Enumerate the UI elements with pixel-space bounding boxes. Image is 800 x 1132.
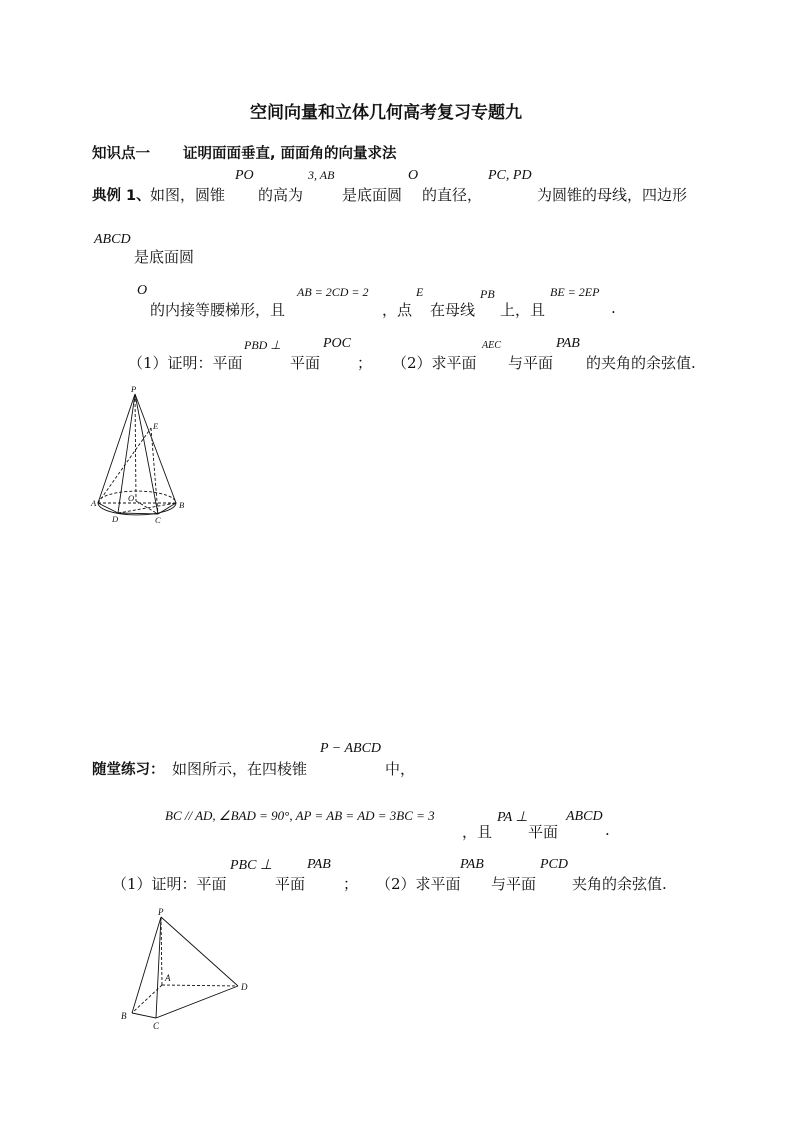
practice-question-1: （1）证明：平面 [112,875,227,893]
practice-text: 平面 [528,823,559,841]
point-label: A [165,973,171,983]
math-PC-PD: PC, PD [488,168,532,183]
point-label: A [91,498,97,508]
edge-BC [132,1013,156,1018]
math-BE-2EP: BE = 2EP [550,285,600,299]
edge-PA [161,917,162,985]
practice-text: ，且 [462,823,493,841]
point-label: P [158,907,164,917]
edge-AD [162,985,238,986]
knowledge-point-topic: 证明面面垂直, 面面角的向量求法 [183,146,397,162]
math-AEC: AEC [482,340,501,351]
math-PBD: PBD ⊥ [244,338,281,352]
example-1-text: 是底面圆 [342,186,403,204]
example-1-text: 的高为 [258,186,304,204]
math-ABCD: ABCD [566,809,603,824]
point-label: B [179,500,185,510]
question-1: （1）证明：平面 [128,354,243,372]
question-1: 平面 [290,354,321,372]
point-label: P [131,384,137,394]
example-1-text: ，点 [382,301,413,319]
question-2: 与平面 [508,354,554,372]
practice-question-2: （2）求平面 [376,875,461,893]
practice-question-2: 夹角的余弦值. [572,875,667,893]
segment-CB [158,503,176,514]
question-1: ； [357,354,373,372]
math-PO: PO [235,168,254,183]
math-PBC: PBC ⊥ [230,858,273,873]
math-AB-2CD: AB = 2CD = 2 [297,285,369,299]
point-label: D [112,514,119,524]
edge-PO [135,394,136,501]
edge-PD [161,917,238,986]
edge-PC [135,394,158,514]
practice-label: 随堂练习： [92,762,165,778]
example-1-text: 如图，圆锥 [150,186,226,204]
math-PB: PB [480,287,495,301]
point-label: D [241,982,248,992]
cone-figure [88,382,198,528]
practice-question-1: ； [343,875,359,893]
example-1-text: 在母线 [430,301,476,319]
edge-CD [156,986,238,1018]
math-P-ABCD: P − ABCD [320,741,382,756]
question-2: （2）求平面 [392,354,477,372]
point-label: O [128,493,135,503]
math-O: O [408,168,419,183]
knowledge-point-heading: 知识点一 [92,146,150,162]
example-1-text: . [611,299,616,317]
practice-question-2: 与平面 [491,875,537,893]
math-PA: PA ⊥ [497,810,528,825]
segment-EC [151,428,158,514]
math-PAB: PAB [460,857,484,872]
math-POC: POC [323,336,351,351]
point-label: C [153,1021,160,1031]
practice-text: 中， [385,760,416,778]
practice-text: 如图所示，在四棱锥 [172,760,308,778]
math-PAB: PAB [556,336,580,351]
example-1-text: 上，且 [500,301,546,319]
point-label: B [121,1011,127,1021]
math-3-AB: 3, AB [308,168,335,182]
math-O: O [137,283,148,298]
edge-PA [98,394,135,503]
practice-question-1: 平面 [275,875,306,893]
math-conditions: BC // AD, ∠BAD = 90°, AP = AB = AD = 3BC = 3 [165,808,435,823]
page-title: 空间向量和立体几何高考复习专题九 [250,103,522,123]
example-1-text: 的内接等腰梯形，且 [150,301,286,319]
example-1-text: 为圆锥的母线，四边形 [537,186,688,204]
math-PAB: PAB [307,857,331,872]
math-ABCD: ABCD [94,232,131,247]
pyramid-figure [116,905,266,1035]
edge-PB [135,394,176,503]
math-PCD: PCD [540,857,568,872]
question-2: 的夹角的余弦值. [586,354,696,372]
example-1-text: 的直径， [422,186,483,204]
point-label: E [153,421,159,431]
practice-text: . [605,821,610,839]
math-E: E [416,285,424,299]
point-label: C [155,515,161,525]
example-1-label: 典例 1、 [92,188,151,204]
example-1-text: 是底面圆 [134,248,195,266]
